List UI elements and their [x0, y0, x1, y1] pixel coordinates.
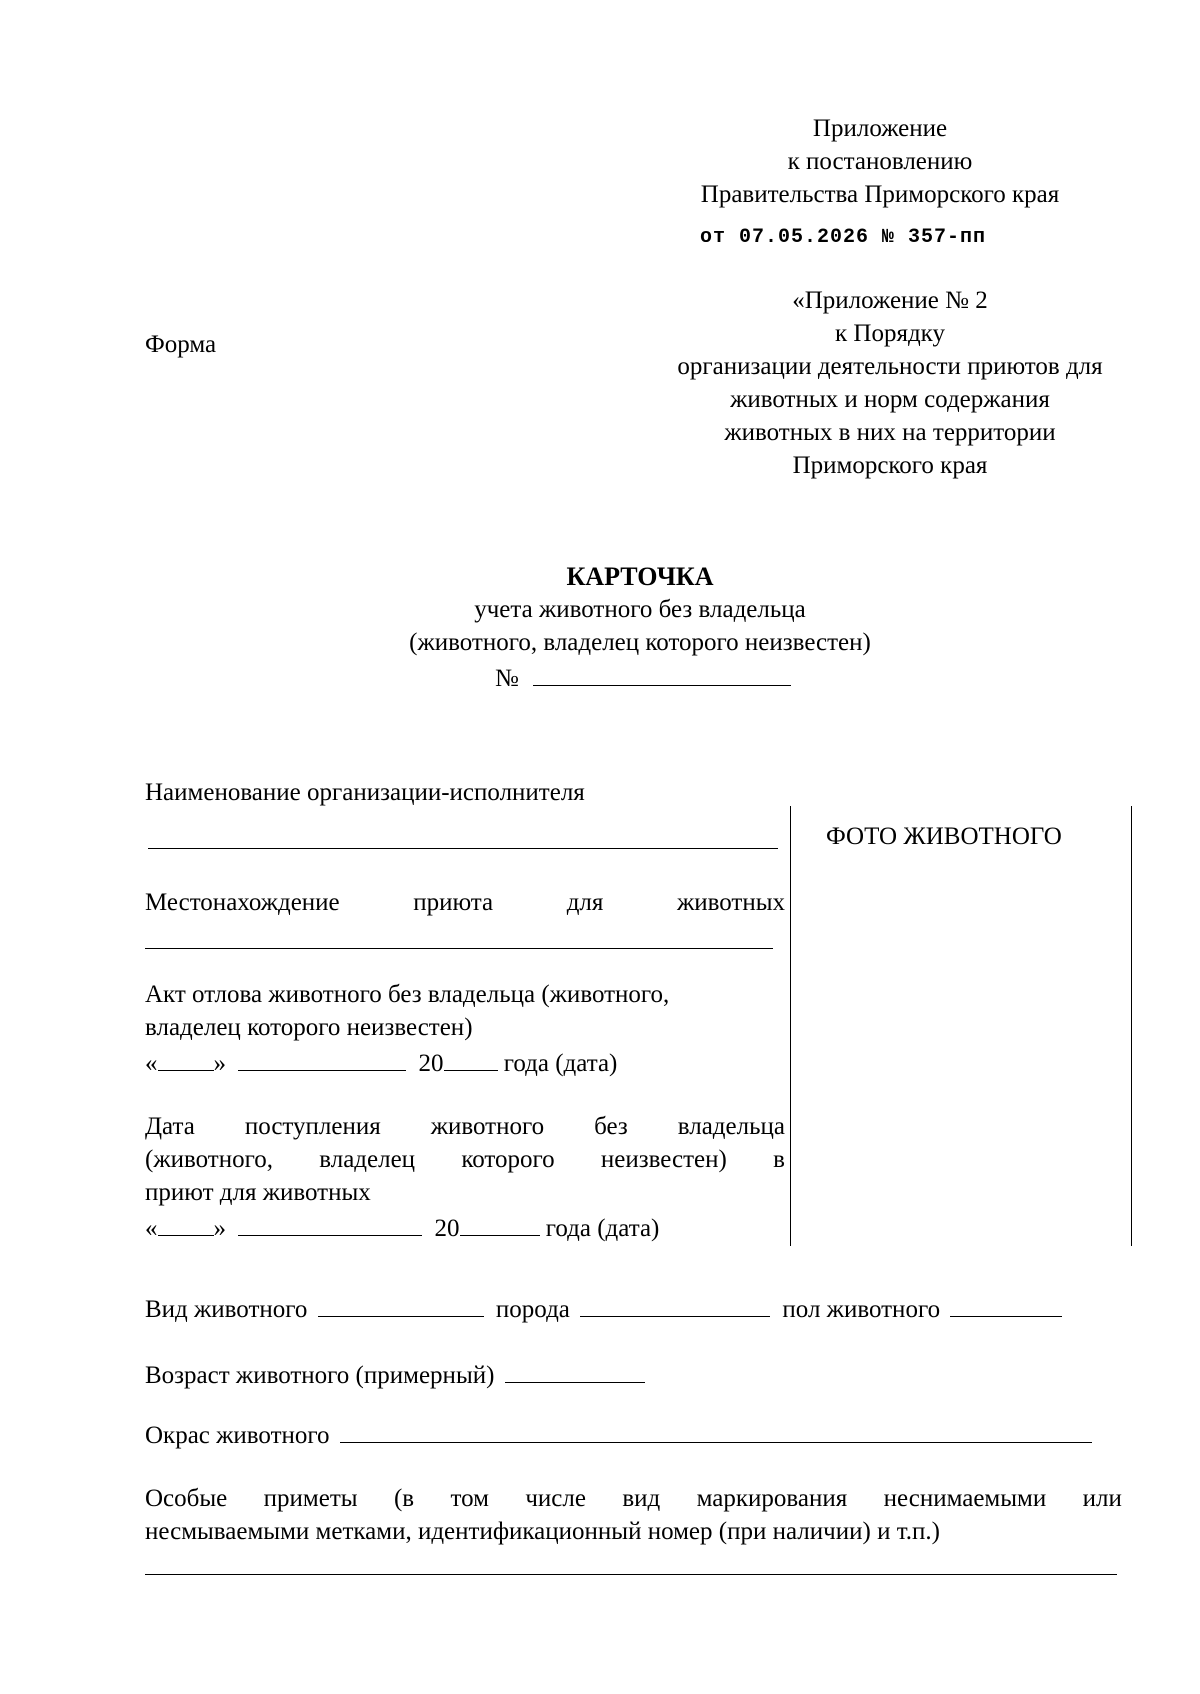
intake-date-row	[145, 1209, 659, 1245]
card-title-block	[300, 560, 980, 659]
color-label: Окрас животного	[145, 1422, 330, 1449]
intake-line2	[145, 1143, 785, 1176]
capture-act-line2: владелец которого неизвестен)	[145, 1014, 473, 1041]
intake-l1-w5: владельца	[677, 1113, 785, 1140]
capture-close-quote: »	[213, 1050, 226, 1077]
intake-l2-w5: в	[773, 1146, 785, 1173]
appendix2-line5: животных в них на территории	[724, 419, 1056, 446]
color-field[interactable]	[340, 1416, 1092, 1443]
photo-box-right-border	[1131, 806, 1132, 1246]
intake-day-field[interactable]	[158, 1209, 214, 1236]
intake-l1-w1: Дата	[145, 1113, 195, 1140]
form-label: Форма	[145, 331, 217, 358]
color-row	[145, 1416, 1092, 1452]
breed-field[interactable]	[580, 1290, 770, 1317]
capture-century: 20	[418, 1050, 444, 1077]
marks-w2: приметы	[263, 1485, 358, 1512]
intake-century: 20	[434, 1215, 460, 1242]
age-label: Возраст животного (примерный)	[145, 1362, 495, 1389]
breed-label: порода	[495, 1296, 570, 1323]
special-marks-label	[145, 1482, 1122, 1548]
marks-w3: (в	[393, 1485, 415, 1512]
appendix-header-line3: Правительства Приморского края	[700, 181, 1060, 208]
location-field[interactable]	[145, 948, 773, 949]
marks-line1	[145, 1482, 1122, 1515]
intake-l1-w2: поступления	[244, 1113, 381, 1140]
species-field[interactable]	[318, 1290, 484, 1317]
intake-month-field[interactable]	[238, 1209, 422, 1236]
intake-l2-w3: которого	[461, 1146, 555, 1173]
card-title: КАРТОЧКА	[566, 562, 714, 591]
org-name-field[interactable]	[148, 848, 778, 849]
org-name-label: Наименование организации-исполнителя	[145, 779, 585, 806]
marks-w8: неснимаемыми	[883, 1485, 1047, 1512]
card-number-row	[495, 659, 791, 695]
species-row	[145, 1290, 1062, 1326]
capture-act-line1: Акт отлова животного без владельца (животного,	[145, 981, 670, 1008]
location-word1: Местонахождение	[145, 889, 340, 916]
intake-line3: приют для животных	[145, 1179, 371, 1206]
marks-w9: или	[1082, 1485, 1122, 1512]
appendix2-line6: Приморского края	[792, 452, 988, 479]
age-field[interactable]	[505, 1356, 645, 1383]
card-subtitle1: учета животного без владельца	[474, 596, 806, 623]
number-sign: №	[495, 665, 519, 692]
capture-day-field[interactable]	[158, 1044, 214, 1071]
intake-line1	[145, 1110, 785, 1143]
intake-l2-w2: владелец	[319, 1146, 416, 1173]
marks-w6: вид	[622, 1485, 661, 1512]
appendix2-line1: «Приложение № 2	[792, 287, 988, 314]
location-label	[145, 886, 785, 919]
intake-year-field[interactable]	[460, 1209, 540, 1236]
appendix-header-line2: к постановлению	[787, 148, 973, 175]
capture-date-row	[145, 1044, 617, 1080]
intake-l1-w4: без	[594, 1113, 628, 1140]
capture-act-label	[145, 978, 669, 1044]
marks-w1: Особые	[145, 1485, 228, 1512]
card-subtitle2: (животного, владелец которого неизвестен)	[409, 629, 871, 656]
photo-label: ФОТО ЖИВОТНОГО	[826, 823, 1062, 850]
intake-l2-w1: (животного,	[145, 1146, 273, 1173]
appendix-header-line1: Приложение	[812, 115, 948, 142]
capture-year-field[interactable]	[444, 1044, 498, 1071]
intake-l1-w3: животного	[430, 1113, 545, 1140]
capture-month-field[interactable]	[238, 1044, 406, 1071]
age-row	[145, 1356, 645, 1392]
appendix2-header	[620, 284, 1160, 482]
intake-close-quote: »	[213, 1215, 226, 1242]
location-word2: приюта	[413, 889, 494, 916]
sex-field[interactable]	[950, 1290, 1062, 1317]
location-word3: для	[566, 889, 604, 916]
marks-w7: маркирования	[696, 1485, 848, 1512]
marks-line2: несмываемыми метками, идентификационный номер (при наличии) и т.п.)	[145, 1518, 940, 1545]
sex-label: пол животного	[782, 1296, 941, 1323]
appendix-header	[660, 112, 1100, 211]
intake-open-quote: «	[145, 1215, 158, 1242]
appendix2-line3: организации деятельности приютов для	[677, 353, 1103, 380]
appendix2-line4: животных и норм содержания	[730, 386, 1050, 413]
intake-l2-w4: неизвестен)	[600, 1146, 727, 1173]
capture-open-quote: «	[145, 1050, 158, 1077]
capture-date-suffix: года (дата)	[503, 1050, 618, 1077]
special-marks-field[interactable]	[145, 1574, 1117, 1575]
marks-w4: том	[450, 1485, 489, 1512]
photo-box-left-border	[790, 806, 791, 1246]
species-label: Вид животного	[145, 1296, 308, 1323]
intake-date-suffix: года (дата)	[545, 1215, 660, 1242]
registration-stamp: от 07.05.2026 № 357-пп	[700, 226, 987, 249]
card-number-field[interactable]	[533, 659, 791, 686]
intake-label	[145, 1110, 785, 1209]
marks-w5: числе	[525, 1485, 586, 1512]
location-word4: животных	[676, 889, 785, 916]
appendix2-line2: к Порядку	[835, 320, 945, 347]
